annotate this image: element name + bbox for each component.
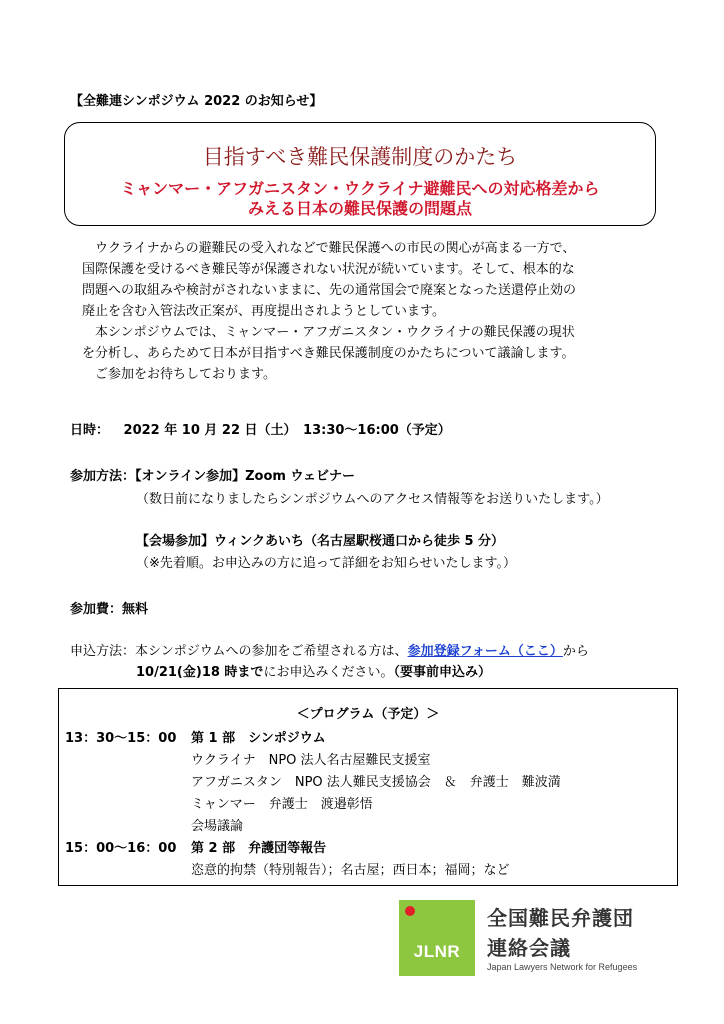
application-deadline-row [136, 661, 491, 680]
datetime-row [70, 419, 451, 438]
fee-value: 無料 [122, 602, 149, 617]
registration-form-link[interactable]: 参加登録フォーム（ここ） [407, 644, 563, 659]
application-text-after: から [562, 644, 589, 659]
subtitle-line-1: ミャンマー・アフガニスタン・ウクライナ避難民への対応格差から [120, 179, 600, 198]
intro-line: ご参加をお待ちしております。 [82, 367, 276, 382]
venue-title: 【会場参加】ウィンクあいち（名古屋駅桜通口から徒歩 5 分） [136, 534, 505, 549]
part1-title: 第 1 部 シンポジウム [191, 731, 326, 746]
datetime-value: 2022 年 10 月 22 日（土） 13:30〜16:00（予定） [123, 423, 451, 438]
online-note: （数日前になりましたらシンポジウムへのアクセス情報等をお送りいたします。） [136, 492, 609, 507]
intro-line: 本シンポジウムでは、ミャンマー・アフガニスタン・ウクライナの難民保護の現状 [82, 325, 575, 340]
program-box [58, 688, 678, 886]
logo-english-name: Japan Lawyers Network for Refugees [487, 962, 638, 972]
part2-time: 15：00〜16：00 [65, 841, 177, 856]
page-title: 目指すべき難民保護制度のかたち [202, 145, 518, 169]
intro-line: 国際保護を受けるべき難民等が保護されない状況が続いています。そして、根本的な [82, 262, 575, 277]
intro-line: 問題への取組みや検討がされないままに、先の通常国会で廃案となった送還停止効の [82, 283, 577, 298]
program-title: ＜プログラム（予定）＞ [296, 707, 440, 722]
participation-label: 参加方法： [70, 469, 136, 484]
fee-label: 参加費： [70, 602, 123, 617]
application-text: 本シンポジウムへの参加をご希望される方は、 [135, 644, 408, 659]
logo-name-line-2: 連絡会議 [487, 936, 571, 960]
logo-name-line-1: 全国難民弁護団 [487, 906, 634, 930]
deadline: 10/21(金)18 時まで [136, 665, 264, 680]
part1-time: 13：30〜15：00 [65, 731, 177, 746]
part1-item: アフガニスタン NPO 法人難民支援協会 ＆ 弁護士 難波満 [191, 775, 561, 790]
part2-title: 第 2 部 弁護団等報告 [191, 841, 327, 856]
fee-row [70, 598, 148, 617]
deadline-rest: にお申込みください。 [263, 665, 394, 680]
datetime-label: 日時： [70, 423, 110, 438]
application-row [70, 640, 589, 659]
page-subtitle [65, 179, 655, 219]
part1-item: ミャンマー 弁護士 渡邉彰悟 [191, 797, 373, 812]
subtitle-line-2: みえる日本の難民保護の問題点 [247, 199, 472, 218]
logo-red-dot [405, 906, 415, 916]
intro-line: を分析し、あらためて日本が目指すべき難民保護制度のかたちについて議論します。 [82, 346, 575, 361]
part2-item: 恣意的拘禁（特別報告）；名古屋；西日本；福岡；など [191, 863, 510, 878]
intro-line: ウクライナからの避難民の受入れなどで難民保護への市民の関心が高まる一方で、 [82, 241, 576, 256]
logo-abbr: JLNR [413, 942, 461, 961]
intro-line: 廃止を含む入管法改正案が、再度提出されようとしています。 [82, 304, 445, 319]
participation-row [70, 465, 355, 484]
notice-heading: 【全難連シンポジウム 2022 のお知らせ】 [70, 94, 323, 109]
required-note: （要事前申込み） [393, 665, 491, 680]
title-box [64, 122, 656, 226]
part1-item: ウクライナ NPO 法人名古屋難民支援室 [191, 753, 431, 768]
part1-item: 会場議論 [191, 819, 244, 834]
application-label: 申込方法： [70, 644, 136, 659]
online-title: 【オンライン参加】Zoom ウェビナー [135, 469, 355, 484]
intro-paragraph [82, 238, 654, 385]
jlnr-logo [399, 900, 475, 976]
venue-note: （※先着順。お申込みの方に追って詳細をお知らせいたします。） [136, 556, 516, 571]
